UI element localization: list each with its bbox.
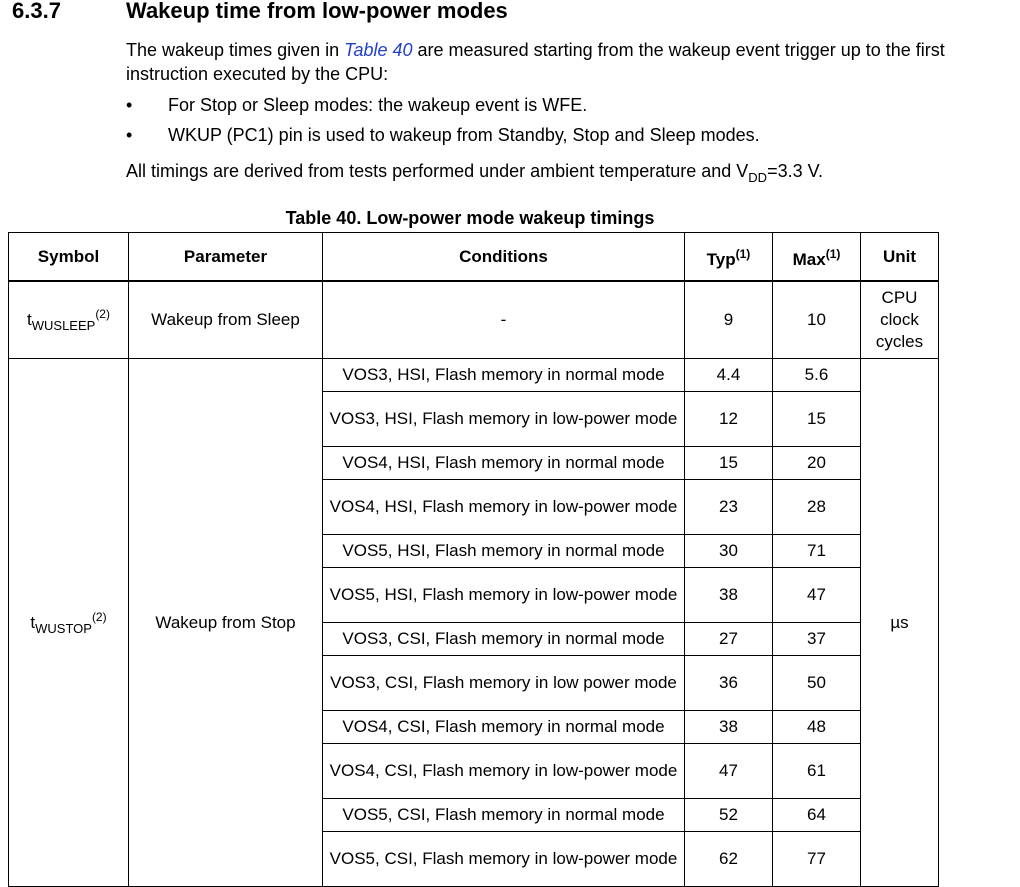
- typ-cell: 38: [685, 711, 773, 744]
- condition-sleep: -: [323, 281, 685, 359]
- bullet-dot-icon: •: [126, 125, 133, 145]
- section-number: 6.3.7: [12, 0, 61, 23]
- table-header-row: [9, 233, 939, 282]
- typ-cell: 15: [685, 447, 773, 480]
- unit-sleep: CPU clock cycles: [861, 281, 939, 359]
- ambient-paragraph: [126, 159, 823, 190]
- table-row: [9, 359, 939, 392]
- table-caption: Table 40. Low-power mode wakeup timings: [285, 208, 655, 228]
- typ-cell: 36: [685, 656, 773, 711]
- header-symbol: Symbol: [9, 233, 129, 282]
- condition-cell: VOS5, HSI, Flash memory in normal mode: [323, 535, 685, 568]
- ambient-text-after: =3.3 V.: [767, 161, 823, 181]
- condition-cell: VOS5, CSI, Flash memory in low-power mode: [323, 832, 685, 887]
- typ-cell: 12: [685, 392, 773, 447]
- max-cell: 5.6: [773, 359, 861, 392]
- condition-cell: VOS3, CSI, Flash memory in low power mode: [323, 656, 685, 711]
- max-cell: 77: [773, 832, 861, 887]
- intro-text-after: are measured starting from the wakeup event trigger up to the first instruction executed by the CPU:: [126, 40, 945, 84]
- header-conditions: Conditions: [323, 233, 685, 282]
- typ-cell: 27: [685, 623, 773, 656]
- condition-cell: VOS4, HSI, Flash memory in normal mode: [323, 447, 685, 480]
- header-typ-note: (1): [735, 246, 751, 261]
- typ-cell: 30: [685, 535, 773, 568]
- vdd-subscript: DD: [748, 170, 768, 185]
- max-cell: 48: [773, 711, 861, 744]
- symbol-note: (2): [91, 609, 107, 624]
- wakeup-timings-table: [8, 232, 939, 887]
- condition-cell: VOS3, HSI, Flash memory in low-power mode: [323, 392, 685, 447]
- max-cell: 15: [773, 392, 861, 447]
- bullet-item-wfe: For Stop or Sleep modes: the wakeup event is WFE.: [168, 95, 588, 115]
- symbol-subscript: WUSLEEP: [31, 318, 96, 333]
- max-cell: 64: [773, 799, 861, 832]
- max-cell: 37: [773, 623, 861, 656]
- typ-cell: 4.4: [685, 359, 773, 392]
- max-cell: 71: [773, 535, 861, 568]
- parameter-sleep: Wakeup from Sleep: [129, 281, 323, 359]
- header-max: [773, 233, 861, 282]
- max-cell: 47: [773, 568, 861, 623]
- intro-text-before: The wakeup times given in: [126, 40, 345, 60]
- symbol-twusleep: [9, 281, 129, 359]
- header-max-note: (1): [825, 246, 841, 261]
- typ-cell: 62: [685, 832, 773, 887]
- typ-cell: 38: [685, 568, 773, 623]
- max-sleep: 10: [773, 281, 861, 359]
- condition-cell: VOS4, HSI, Flash memory in low-power mode: [323, 480, 685, 535]
- unit-stop: µs: [861, 359, 939, 887]
- condition-cell: VOS4, CSI, Flash memory in normal mode: [323, 711, 685, 744]
- symbol-letter: t: [30, 612, 36, 632]
- condition-cell: VOS3, CSI, Flash memory in normal mode: [323, 623, 685, 656]
- max-cell: 50: [773, 656, 861, 711]
- intro-paragraph: [126, 38, 996, 86]
- symbol-subscript: WUSTOP: [35, 620, 92, 636]
- bullet-item-wkup: WKUP (PC1) pin is used to wakeup from Standby, Stop and Sleep modes.: [168, 125, 760, 145]
- typ-cell: 47: [685, 744, 773, 799]
- symbol-note: (2): [95, 307, 110, 321]
- table-row-sleep: [9, 281, 939, 359]
- condition-cell: VOS5, CSI, Flash memory in normal mode: [323, 799, 685, 832]
- header-typ: [685, 233, 773, 282]
- parameter-stop: Wakeup from Stop: [129, 359, 323, 887]
- typ-cell: 23: [685, 480, 773, 535]
- symbol-twustop: [9, 359, 129, 887]
- bullet-dot-icon: •: [126, 95, 133, 115]
- typ-cell: 52: [685, 799, 773, 832]
- typ-sleep: 9: [685, 281, 773, 359]
- max-cell: 28: [773, 480, 861, 535]
- symbol-letter: t: [27, 310, 32, 329]
- max-cell: 61: [773, 744, 861, 799]
- condition-cell: VOS4, CSI, Flash memory in low-power mode: [323, 744, 685, 799]
- table-40-link[interactable]: Table 40: [344, 40, 413, 60]
- max-cell: 20: [773, 447, 861, 480]
- header-typ-label: Typ: [706, 249, 736, 269]
- header-max-label: Max: [792, 249, 826, 269]
- ambient-text: All timings are derived from tests performed under ambient temperature and V: [126, 161, 749, 181]
- condition-cell: VOS3, HSI, Flash memory in normal mode: [323, 359, 685, 392]
- condition-cell: VOS5, HSI, Flash memory in low-power mode: [323, 568, 685, 623]
- header-parameter: Parameter: [129, 233, 323, 282]
- header-unit: Unit: [861, 233, 939, 282]
- section-title: Wakeup time from low-power modes: [126, 0, 508, 23]
